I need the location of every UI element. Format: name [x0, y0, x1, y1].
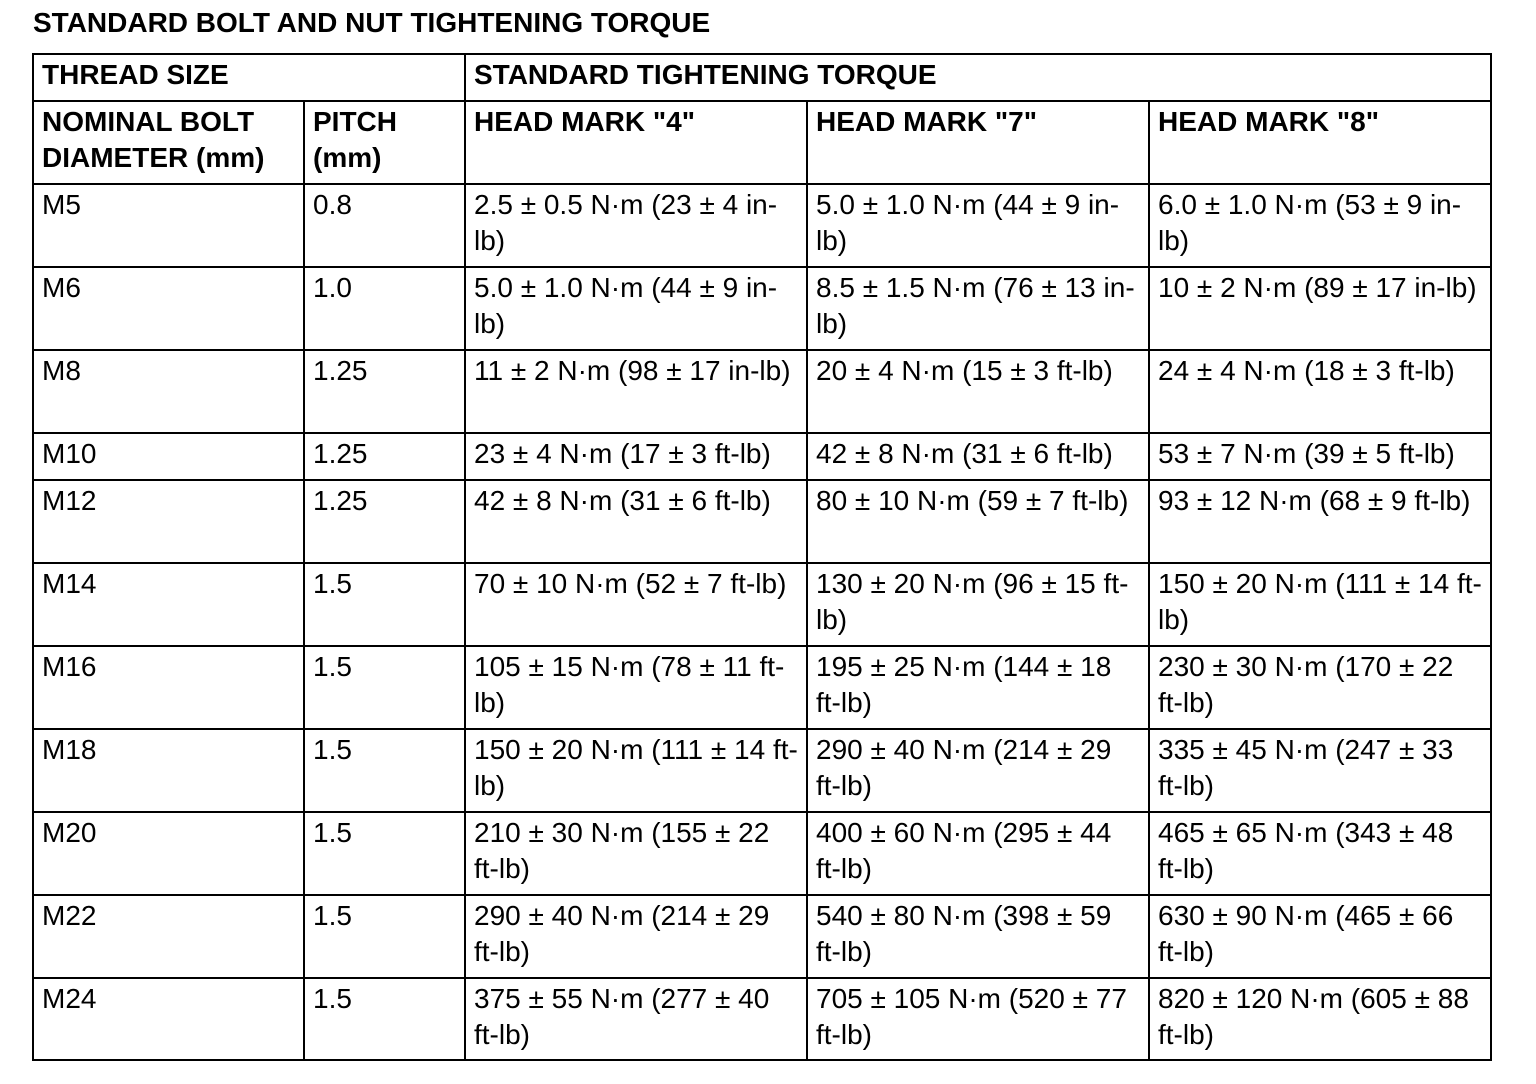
cell-head-mark-4: 23 ± 4 N·m (17 ± 3 ft-lb)	[465, 433, 807, 480]
cell-head-mark-8: 150 ± 20 N·m (111 ± 14 ft-lb)	[1149, 563, 1491, 646]
table-row	[33, 433, 1491, 480]
cell-head-mark-8: 53 ± 7 N·m (39 ± 5 ft-lb)	[1149, 433, 1491, 480]
column-header-nominal-diameter: NOMINAL BOLT DIAMETER (mm)	[33, 101, 304, 184]
cell-head-mark-7: 5.0 ± 1.0 N·m (44 ± 9 in-lb)	[807, 184, 1149, 267]
table-row	[33, 480, 1491, 563]
cell-pitch: 1.5	[304, 895, 465, 978]
torque-table-body	[33, 54, 1491, 1060]
header-thread-size: THREAD SIZE	[33, 54, 465, 101]
table-row	[33, 978, 1491, 1060]
cell-head-mark-8: 820 ± 120 N·m (605 ± 88 ft-lb)	[1149, 978, 1491, 1060]
cell-pitch: 1.5	[304, 563, 465, 646]
cell-pitch: 0.8	[304, 184, 465, 267]
cell-head-mark-4: 2.5 ± 0.5 N·m (23 ± 4 in-lb)	[465, 184, 807, 267]
cell-head-mark-8: 10 ± 2 N·m (89 ± 17 in-lb)	[1149, 267, 1491, 350]
cell-head-mark-8: 93 ± 12 N·m (68 ± 9 ft-lb)	[1149, 480, 1491, 563]
cell-head-mark-8: 230 ± 30 N·m (170 ± 22 ft-lb)	[1149, 646, 1491, 729]
document-title: STANDARD BOLT AND NUT TIGHTENING TORQUE	[33, 7, 711, 38]
cell-head-mark-4: 290 ± 40 N·m (214 ± 29 ft-lb)	[465, 895, 807, 978]
cell-pitch: 1.5	[304, 978, 465, 1060]
cell-head-mark-7: 20 ± 4 N·m (15 ± 3 ft-lb)	[807, 350, 1149, 433]
table-row	[33, 895, 1491, 978]
cell-diameter: M10	[33, 433, 304, 480]
cell-head-mark-7: 195 ± 25 N·m (144 ± 18 ft-lb)	[807, 646, 1149, 729]
cell-head-mark-7: 705 ± 105 N·m (520 ± 77 ft-lb)	[807, 978, 1149, 1060]
column-header-head-mark-7: HEAD MARK "7"	[807, 101, 1149, 184]
cell-head-mark-4: 42 ± 8 N·m (31 ± 6 ft-lb)	[465, 480, 807, 563]
cell-diameter: M24	[33, 978, 304, 1060]
cell-head-mark-7: 400 ± 60 N·m (295 ± 44 ft-lb)	[807, 812, 1149, 895]
cell-head-mark-4: 375 ± 55 N·m (277 ± 40 ft-lb)	[465, 978, 807, 1060]
column-header-pitch: PITCH (mm)	[304, 101, 465, 184]
table-row	[33, 812, 1491, 895]
column-header-row	[33, 101, 1491, 184]
cell-head-mark-7: 130 ± 20 N·m (96 ± 15 ft-lb)	[807, 563, 1149, 646]
cell-pitch: 1.25	[304, 480, 465, 563]
cell-pitch: 1.5	[304, 646, 465, 729]
cell-pitch: 1.5	[304, 812, 465, 895]
torque-table	[32, 53, 1492, 1061]
cell-head-mark-8: 630 ± 90 N·m (465 ± 66 ft-lb)	[1149, 895, 1491, 978]
column-header-head-mark-4: HEAD MARK "4"	[465, 101, 807, 184]
cell-head-mark-7: 80 ± 10 N·m (59 ± 7 ft-lb)	[807, 480, 1149, 563]
cell-head-mark-7: 8.5 ± 1.5 N·m (76 ± 13 in-lb)	[807, 267, 1149, 350]
cell-head-mark-4: 210 ± 30 N·m (155 ± 22 ft-lb)	[465, 812, 807, 895]
table-row	[33, 267, 1491, 350]
cell-diameter: M12	[33, 480, 304, 563]
cell-pitch: 1.0	[304, 267, 465, 350]
cell-head-mark-7: 540 ± 80 N·m (398 ± 59 ft-lb)	[807, 895, 1149, 978]
cell-head-mark-4: 105 ± 15 N·m (78 ± 11 ft-lb)	[465, 646, 807, 729]
cell-diameter: M18	[33, 729, 304, 812]
cell-head-mark-8: 24 ± 4 N·m (18 ± 3 ft-lb)	[1149, 350, 1491, 433]
cell-diameter: M8	[33, 350, 304, 433]
table-row	[33, 646, 1491, 729]
cell-diameter: M20	[33, 812, 304, 895]
cell-diameter: M6	[33, 267, 304, 350]
cell-head-mark-8: 6.0 ± 1.0 N·m (53 ± 9 in-lb)	[1149, 184, 1491, 267]
cell-head-mark-8: 465 ± 65 N·m (343 ± 48 ft-lb)	[1149, 812, 1491, 895]
cell-head-mark-4: 5.0 ± 1.0 N·m (44 ± 9 in-lb)	[465, 267, 807, 350]
cell-head-mark-4: 11 ± 2 N·m (98 ± 17 in-lb)	[465, 350, 807, 433]
cell-diameter: M5	[33, 184, 304, 267]
cell-diameter: M22	[33, 895, 304, 978]
header-standard-torque: STANDARD TIGHTENING TORQUE	[465, 54, 1491, 101]
cell-diameter: M14	[33, 563, 304, 646]
cell-pitch: 1.5	[304, 729, 465, 812]
table-row	[33, 563, 1491, 646]
table-row	[33, 350, 1491, 433]
column-header-head-mark-8: HEAD MARK "8"	[1149, 101, 1491, 184]
cell-pitch: 1.25	[304, 433, 465, 480]
cell-diameter: M16	[33, 646, 304, 729]
cell-head-mark-4: 70 ± 10 N·m (52 ± 7 ft-lb)	[465, 563, 807, 646]
cell-head-mark-8: 335 ± 45 N·m (247 ± 33 ft-lb)	[1149, 729, 1491, 812]
cell-head-mark-7: 42 ± 8 N·m (31 ± 6 ft-lb)	[807, 433, 1149, 480]
header-group-row	[33, 54, 1491, 101]
cell-head-mark-7: 290 ± 40 N·m (214 ± 29 ft-lb)	[807, 729, 1149, 812]
table-row	[33, 729, 1491, 812]
cell-head-mark-4: 150 ± 20 N·m (111 ± 14 ft-lb)	[465, 729, 807, 812]
table-row	[33, 184, 1491, 267]
cell-pitch: 1.25	[304, 350, 465, 433]
